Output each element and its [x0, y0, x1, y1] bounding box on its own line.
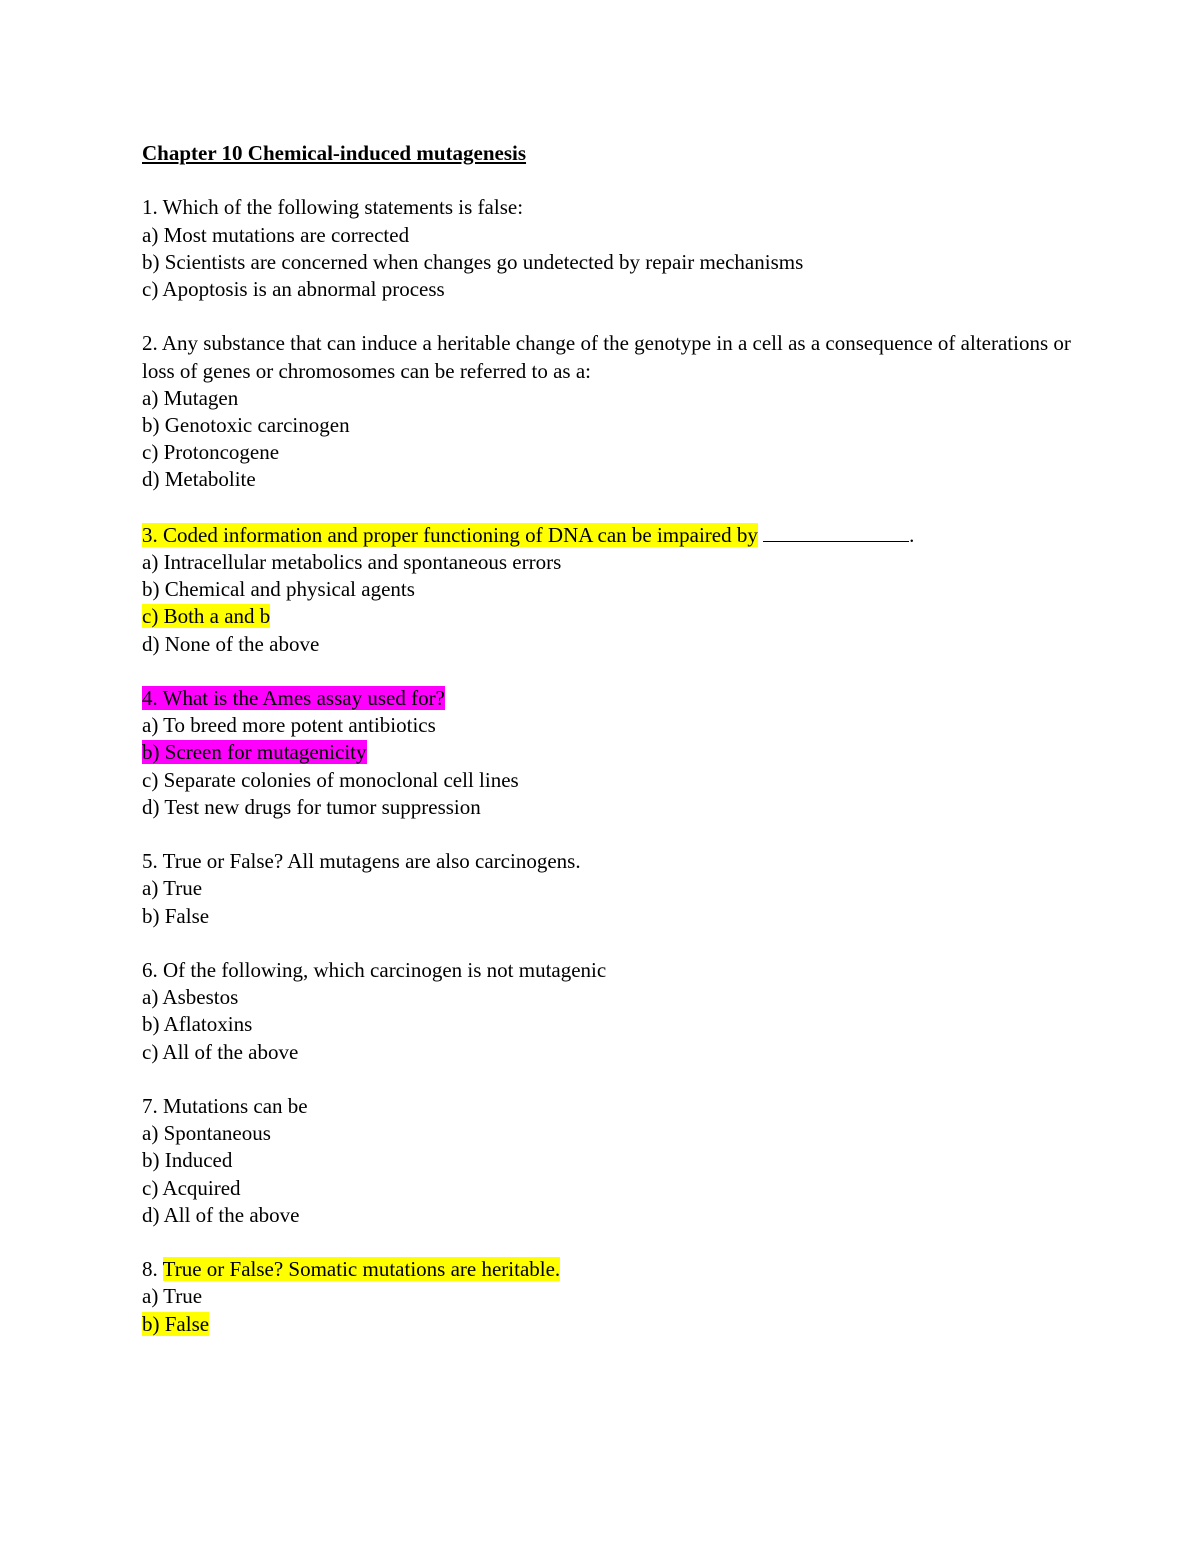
answer-option: a) To breed more potent antibiotics	[142, 713, 436, 738]
answer-option: a) Most mutations are corrected	[142, 222, 410, 247]
highlighted-question-stem: 4. What is the Ames assay used for?	[142, 686, 445, 710]
question-6	[142, 957, 1082, 1066]
answer-option: d) Test new drugs for tumor suppression	[142, 794, 481, 819]
question-stem-line	[142, 521, 1082, 549]
highlighted-answer-option: b) False	[142, 1311, 210, 1336]
answer-option: d) All of the above	[142, 1202, 300, 1227]
answer-option: c) All of the above	[142, 1039, 299, 1064]
question-7	[142, 1093, 1082, 1229]
answer-option-line	[142, 603, 1082, 630]
question-stem-line	[142, 1256, 1082, 1283]
answer-option: a) True	[142, 876, 203, 901]
question-8	[142, 1256, 1082, 1338]
document-title: Chapter 10 Chemical-induced mutagenesis	[142, 141, 527, 165]
answer-option: a) True	[142, 1284, 203, 1309]
question-4	[142, 685, 1082, 821]
question-1	[142, 194, 1082, 303]
question-stem-line	[142, 685, 1082, 712]
answer-option-line	[142, 739, 1082, 766]
highlighted-question-stem: True or False? Somatic mutations are heritable.	[162, 1257, 561, 1282]
answer-option: a) Asbestos	[142, 985, 239, 1010]
highlighted-question-stem: 3. Coded information and proper functioning of DNA can be impaired by	[142, 522, 758, 547]
question-stem: 2. Any substance that can induce a heritable change of the genotype in a cell as a consequence of alterations or loss of genes or chromosomes can be referred to as a:	[142, 331, 1077, 383]
question-stem: 6. Of the following, which carcinogen is not mutagenic	[142, 958, 607, 982]
question-5	[142, 848, 1082, 930]
answer-option: c) Protoncogene	[142, 440, 280, 465]
answer-option: b) Induced	[142, 1148, 233, 1173]
document-page	[142, 140, 1082, 1365]
highlighted-answer-option: c) Both a and b	[142, 604, 271, 629]
answer-option: d) None of the above	[142, 631, 320, 656]
question-2	[142, 330, 1082, 493]
highlighted-answer-option: b) Screen for mutagenicity	[142, 740, 367, 765]
answer-option: a) Spontaneous	[142, 1121, 271, 1146]
answer-option: c) Apoptosis is an abnormal process	[142, 277, 445, 301]
answer-option: b) Genotoxic carcinogen	[142, 413, 350, 437]
question-stem: 1. Which of the following statements is false:	[142, 195, 524, 220]
answer-option: b) Chemical and physical agents	[142, 577, 415, 602]
question-stem: 7. Mutations can be	[142, 1094, 308, 1118]
question-number: 8.	[142, 1257, 158, 1282]
question-3	[142, 521, 1082, 658]
answer-option-line	[142, 1311, 1082, 1338]
answer-option: b) False	[142, 903, 210, 928]
fill-in-blank	[763, 521, 909, 542]
question-stem: 5. True or False? All mutagens are also carcinogens.	[142, 849, 581, 874]
answer-option: c) Separate colonies of monoclonal cell lines	[142, 767, 519, 792]
answer-option: b) Aflatoxins	[142, 1012, 253, 1037]
answer-option: c) Acquired	[142, 1175, 241, 1200]
stem-suffix: .	[909, 522, 915, 547]
answer-option: a) Intracellular metabolics and spontaneous errors	[142, 550, 562, 574]
answer-option: b) Scientists are concerned when changes go undetected by repair mechanisms	[142, 249, 804, 274]
answer-option: a) Mutagen	[142, 385, 239, 410]
answer-option: d) Metabolite	[142, 467, 256, 492]
